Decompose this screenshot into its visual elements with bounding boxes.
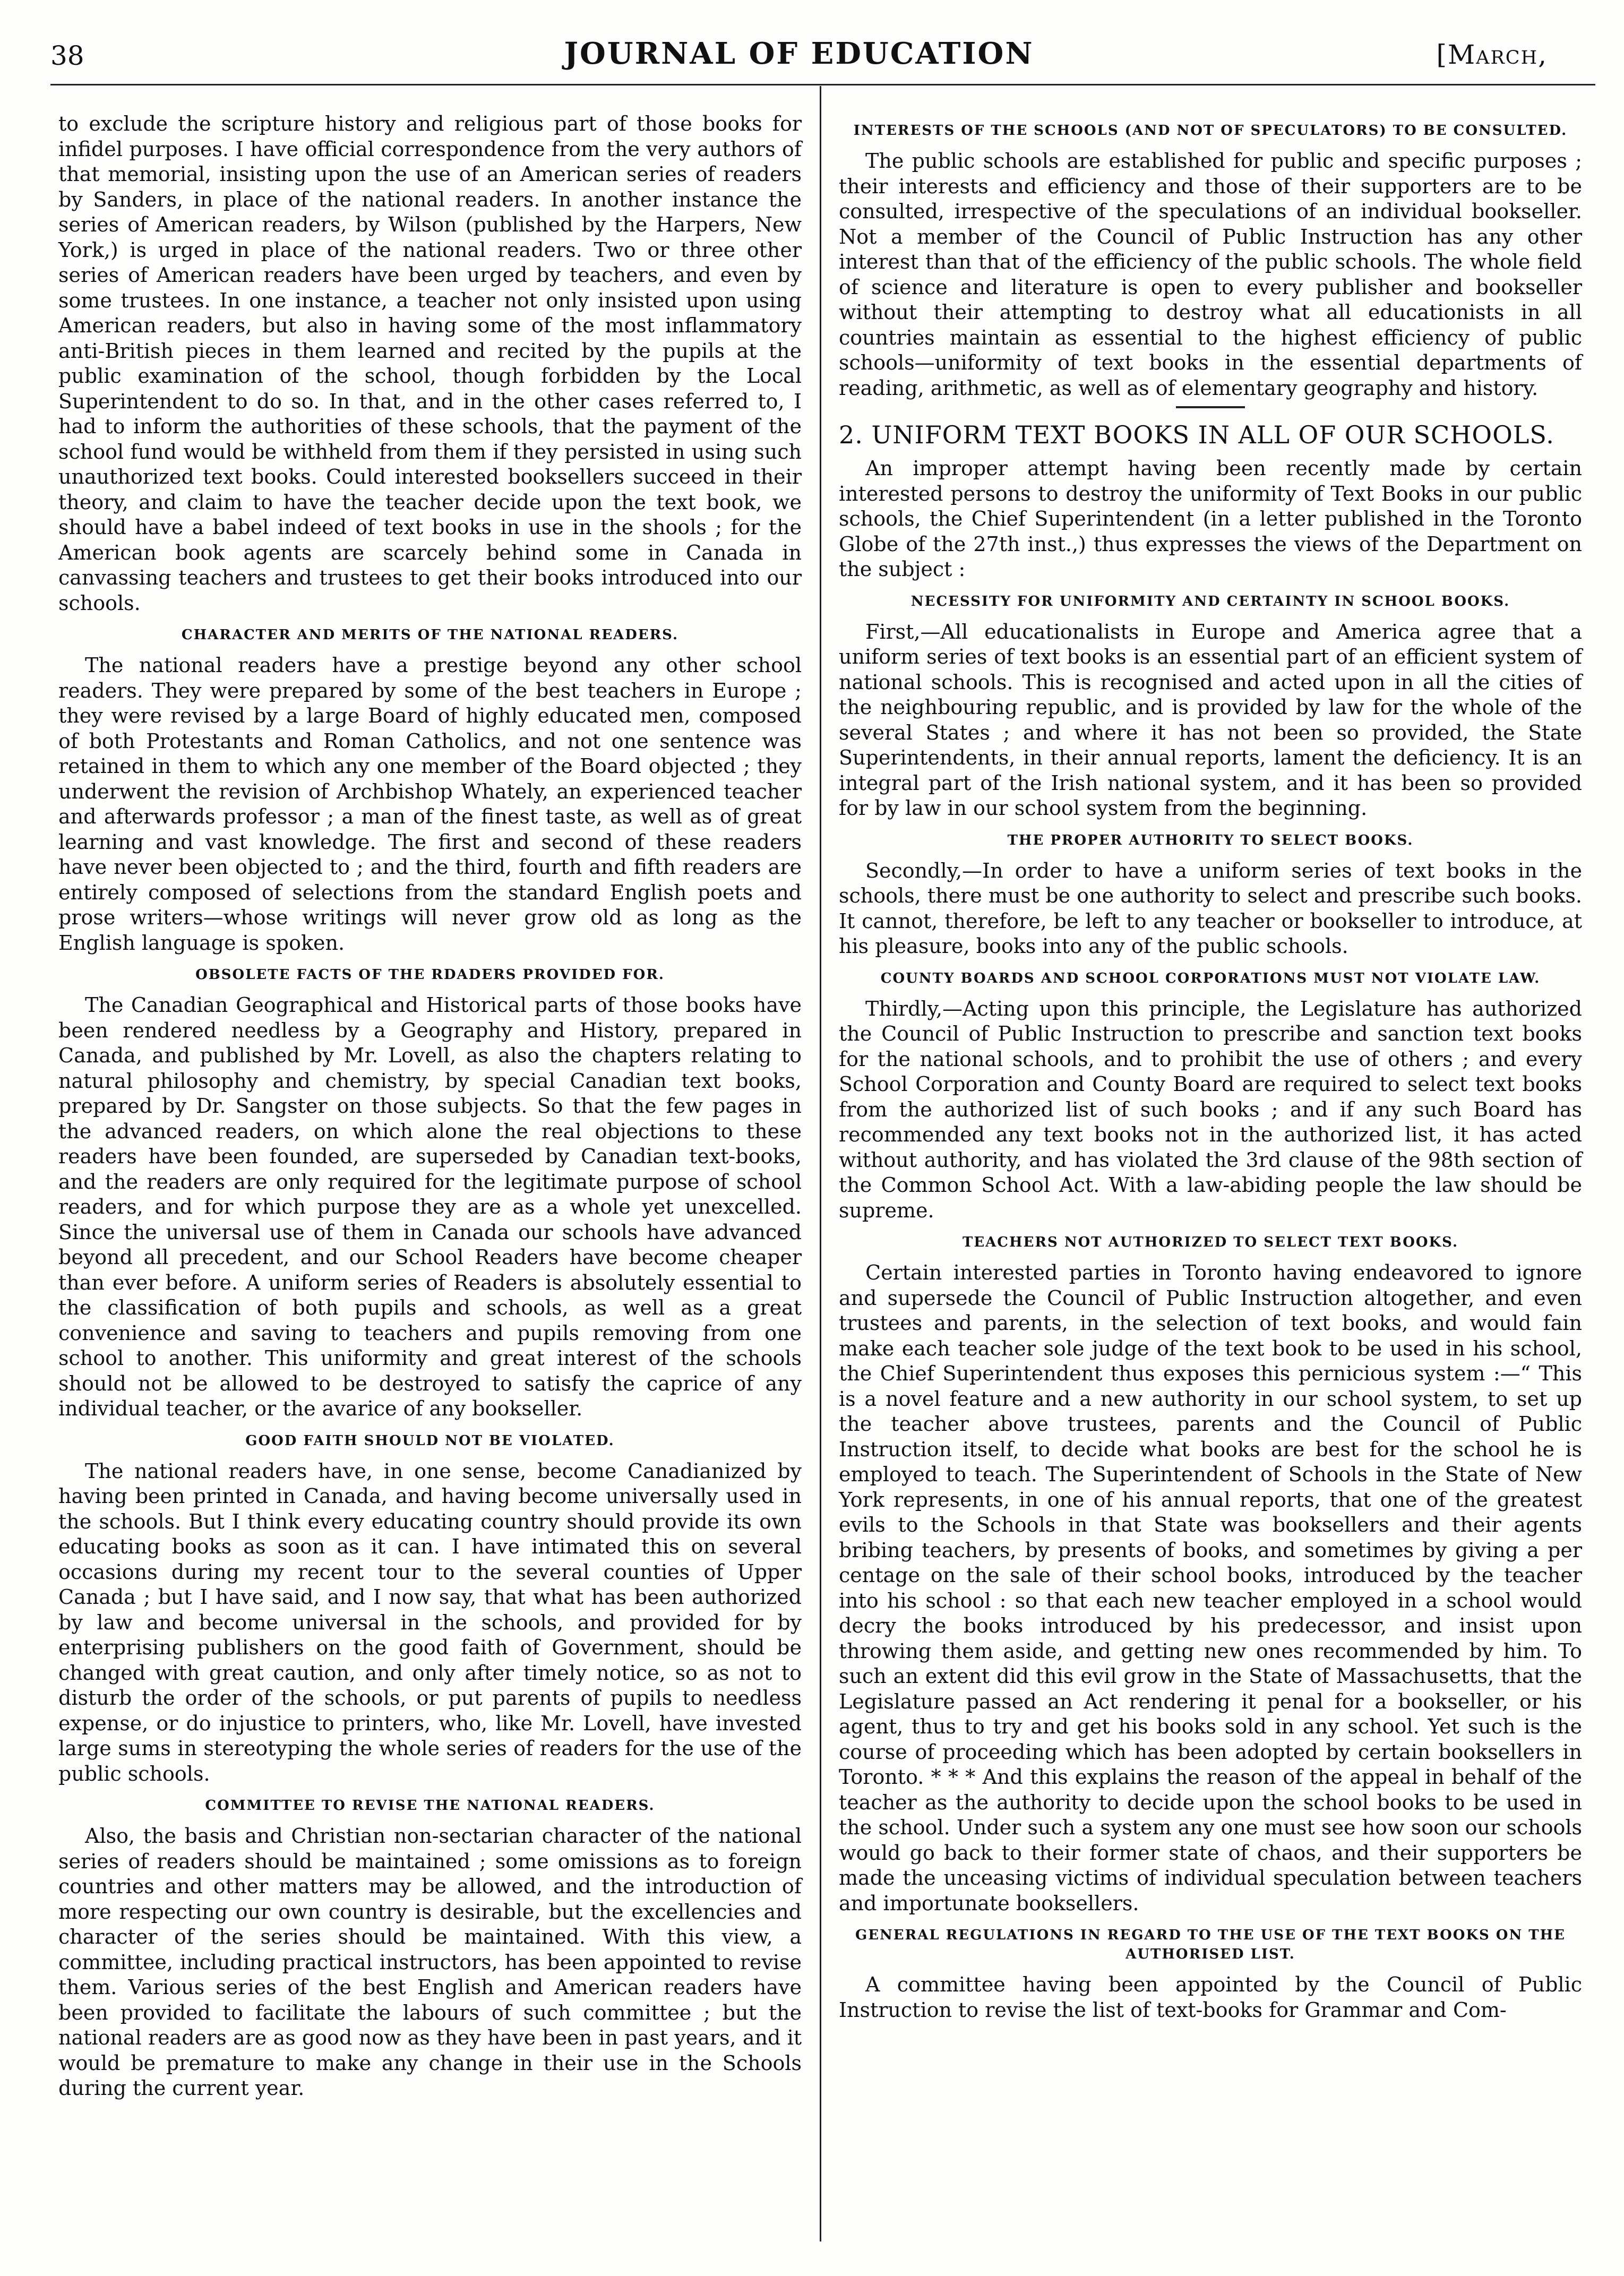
header-rule bbox=[50, 84, 1595, 85]
page-number: 38 bbox=[50, 40, 84, 71]
section-subheading: GOOD FAITH SHOULD NOT BE VIOLATED. bbox=[245, 1432, 615, 1449]
body-paragraph: Thirdly,—Acting upon this principle, the Legislature has authorized the Council of Public Instruction to prescribe and sanction text books for the national schools, and to prohibit the use of others ; and every School Corporation and County Board are required to select text books from the authorized list of such books ; and if any such Board has recommended any text books not in the authorized list, it has acted without authority, and has violated the 3rd clause of the 98th section of the Common School Act. With a law-abiding people the law should be supreme. bbox=[839, 997, 1582, 1222]
body-paragraph: An improper attempt having been recently made by certain interested persons to destroy the uniformity of Text Books in our public schools, the Chief Superintendent (in a letter published in the Toronto Globe of the 27th inst.,) thus expresses the views of the Department on the subject : bbox=[839, 457, 1582, 581]
section-subheading: GENERAL REGULATIONS IN REGARD TO THE USE OF THE TEXT BOOKS ON THE AUTHORISED LIST. bbox=[855, 1927, 1566, 1962]
body-paragraph: The Canadian Geographical and Historical parts of those books have been rendered needless by a Geography and History, prepared in Canada, and published by Mr. Lovell, as also the chapters relating to natural philosophy and chemistry, by special Canadian text books, prepared by Dr. Sangster on those subjects. So that the few pages in the advanced readers, on which alone the real objections to these readers have been founded, are superseded by Canadian text-books, and the readers are only required for the legitimate purpose of school readers, and for which purpose they are as a whole yet unexcelled. Since the universal use of them in Canada our schools have advanced beyond all precedent, and our School Readers have become cheaper than ever before. A uniform series of Readers is absolutely essential to the classification of both pupils and schools, as well as a great convenience and saving to teachers and pupils removing from one school to another. This uniformity and great interest of the schools should not be allowed to be destroyed to satisfy the caprice of any individual teacher, or the avarice of any bookseller. bbox=[58, 993, 802, 1420]
page-header bbox=[50, 36, 1548, 79]
section-subheading: TEACHERS NOT AUTHORIZED TO SELECT TEXT BOOKS. bbox=[962, 1234, 1459, 1250]
body-paragraph: Certain interested parties in Toronto having endeavored to ignore and supersede the Council of Public Instruction altogether, and even trustees and parents, in the selection of text books, and would fain make each teacher sole judge of the text book to be used in his school, the Chief Superintendent thus exposes this pernicious system :—“ This is a novel feature and a new authority in our school system, to set up the teacher above trustees, parents and the Council of Public Instruction itself, to decide what books are best for the school he is employed to teach. The Superintendent of Schools in the State of New York represents, in one of his annual reports, that one of the greatest evils to the Schools in that State was booksellers and their agents bribing teachers, by presents of books, and sometimes by giving a per centage on the sale of their school books, introduced by the teacher into his school : so that each new teacher employed in a school would decry the books introduced by his predecessor, and insist upon throwing them aside, and getting new ones recommended by him. To such an extent did this evil grow in the State of Massachusetts, that the Legislature passed an Act rendering it penal for a bookseller, or his agent, thus to try and get his books sold in any school. Yet such is the course of proceeding which has been adopted by certain booksellers in Toronto. * * * And this explains the reason of the appeal in behalf of the teacher as the authority to decide upon the school books to be used in the school. Under such a system any one must see how soon our schools would go back to their former state of chaos, and their supporters be made the unceasing victims of individual speculation between teachers and importunate booksellers. bbox=[839, 1261, 1582, 1915]
body-paragraph: First,—All educationalists in Europe and America agree that a uniform series of text books is an essential part of an efficient system of national schools. This is recognised and acted upon in all the cities of the neighbouring republic, and is provided by law for the whole of the several States ; and where it has not been so provided, the State Superintendents, in their annual reports, lament the deficiency. It is an integral part of the Irish national system, and it has been so provided for by law in our school system from the beginning. bbox=[839, 620, 1582, 820]
body-paragraph: The national readers have a prestige beyond any other school readers. They were prepared by some of the best teachers in Europe ; they were revised by a large Board of highly educated men, composed of both Protestants and Roman Catholics, and not one sentence was retained in them to which any one member of the Board objected ; they underwent the revision of Archbishop Whately, an experienced teacher and afterwards professor ; a man of the finest taste, as well as of great learning and vast knowledge. The first and second of these readers have never been objected to ; and the third, fourth and fifth readers are entirely composed of selections from the standard English poets and prose writers—whose writings will never grow old as long as the English language is spoken. bbox=[58, 654, 802, 955]
section-subheading: INTERESTS OF THE SCHOOLS (AND NOT OF SPECULATORS) TO BE CONSULTED. bbox=[853, 123, 1568, 139]
body-paragraph: The national readers have, in one sense, become Canadianized by having been printed in Canada, and having become universally used in the schools. But I think every educating country should provide its own educating books as soon as it can. I have intimated this on several occasions during my recent tour to the several counties of Upper Canada ; but I have said, and I now say, that what has been authorized by law and become universal in the schools, and provided for by enterprising publishers on the good faith of Government, should be changed with great caution, and only after timely notice, so as not to disturb the order of the schools, or put parents of pupils to needless expense, or do injustice to printers, who, like Mr. Lovell, have invested large sums in stereotyping the whole series of readers for the use of the public schools. bbox=[58, 1459, 802, 1785]
section-subheading: CHARACTER AND MERITS OF THE NATIONAL READERS. bbox=[181, 627, 679, 643]
body-paragraph: Also, the basis and Christian non-sectarian character of the national series of readers should be maintained ; some omissions as to foreign countries and other matters may be allowed, and the introduction of more respecting our own country is desirable, but the excellencies and character of the series should be maintained. With this view, a committee, including practical instructors, has been appointed to revise them. Various series of the best English and American readers have been provided to facilitate the labours of such committee ; but the national readers are as good now as they have been in past years, and it would be premature to make any change in their use in the Schools during the current year. bbox=[58, 1824, 802, 2100]
body-paragraph: The public schools are established for public and specific purposes ; their interests and efficiency and those of their supporters are to be consulted, irrespective of the speculations of an individual bookseller. Not a member of the Council of Public Instruction has any other interest than that of the efficiency of the public schools. The whole field of science and literature is open to every publisher and bookseller without their attempting to destroy what all educationists in all countries maintain as essential to the highest efficiency of public schools—uniformity of text books in the essential departments of reading, arithmetic, as well as of elementary geography and history. bbox=[839, 149, 1582, 400]
section-divider-rule bbox=[1176, 406, 1245, 408]
issue-month: [March, bbox=[1436, 39, 1548, 70]
section-subheading: COUNTY BOARDS AND SCHOOL CORPORATIONS MUST NOT VIOLATE LAW. bbox=[880, 970, 1541, 986]
section-subheading: OBSOLETE FACTS OF THE RDADERS PROVIDED FOR. bbox=[195, 967, 665, 983]
section-subheading: NECESSITY FOR UNIFORMITY AND CERTAINTY IN SCHOOL BOOKS. bbox=[910, 593, 1510, 609]
journal-title: JOURNAL OF EDUCATION bbox=[564, 36, 1034, 71]
body-paragraph: A committee having been appointed by the Council of Public Instruction to revise the list of text-books for Grammar and Com- bbox=[839, 1973, 1582, 2022]
article-title: 2. UNIFORM TEXT BOOKS IN ALL OF OUR SCHOOLS. bbox=[839, 420, 1554, 449]
left-column bbox=[58, 111, 802, 2101]
body-paragraph: Secondly,—In order to have a uniform series of text books in the schools, there must be one authority to select and prescribe such books. It cannot, therefore, be left to any teacher or bookseller to introduce, at his pleasure, books into any of the public schools. bbox=[839, 858, 1582, 958]
column-divider bbox=[820, 86, 821, 2241]
body-paragraph: to exclude the scripture history and religious part of those books for infidel purposes. I have official correspondence from the very authors of that memorial, insisting upon the use of an American series of readers by Sanders, in place of the national readers. In another instance the series of American readers, by Wilson (published by the Harpers, New York,) is urged in place of the national readers. Two or three other series of American readers have been urged by teachers, and even by some trustees. In one instance, a teacher not only insisted upon using American readers, but also in having some of the most inflammatory anti-British pieces in them learned and recited by the pupils at the public examination of the school, though forbidden by the Local Superintendent to do so. In that, and in the other cases referred to, I had to inform the authorities of these schools, that the payment of the school fund would be withheld from them if they persisted in using such unauthorized text books. Could interested booksellers succeed in their theory, and claim to have the teacher decide upon the text book, we should have a babel indeed of text books in use in the shools ; for the American book agents are scarcely behind some in Canada in canvassing teachers and trustees to get their books introduced into our schools. bbox=[58, 112, 802, 615]
section-subheading: COMMITTEE TO REVISE THE NATIONAL READERS. bbox=[205, 1798, 655, 1814]
right-column bbox=[839, 111, 1582, 2023]
section-subheading: THE PROPER AUTHORITY TO SELECT BOOKS. bbox=[1007, 832, 1414, 848]
